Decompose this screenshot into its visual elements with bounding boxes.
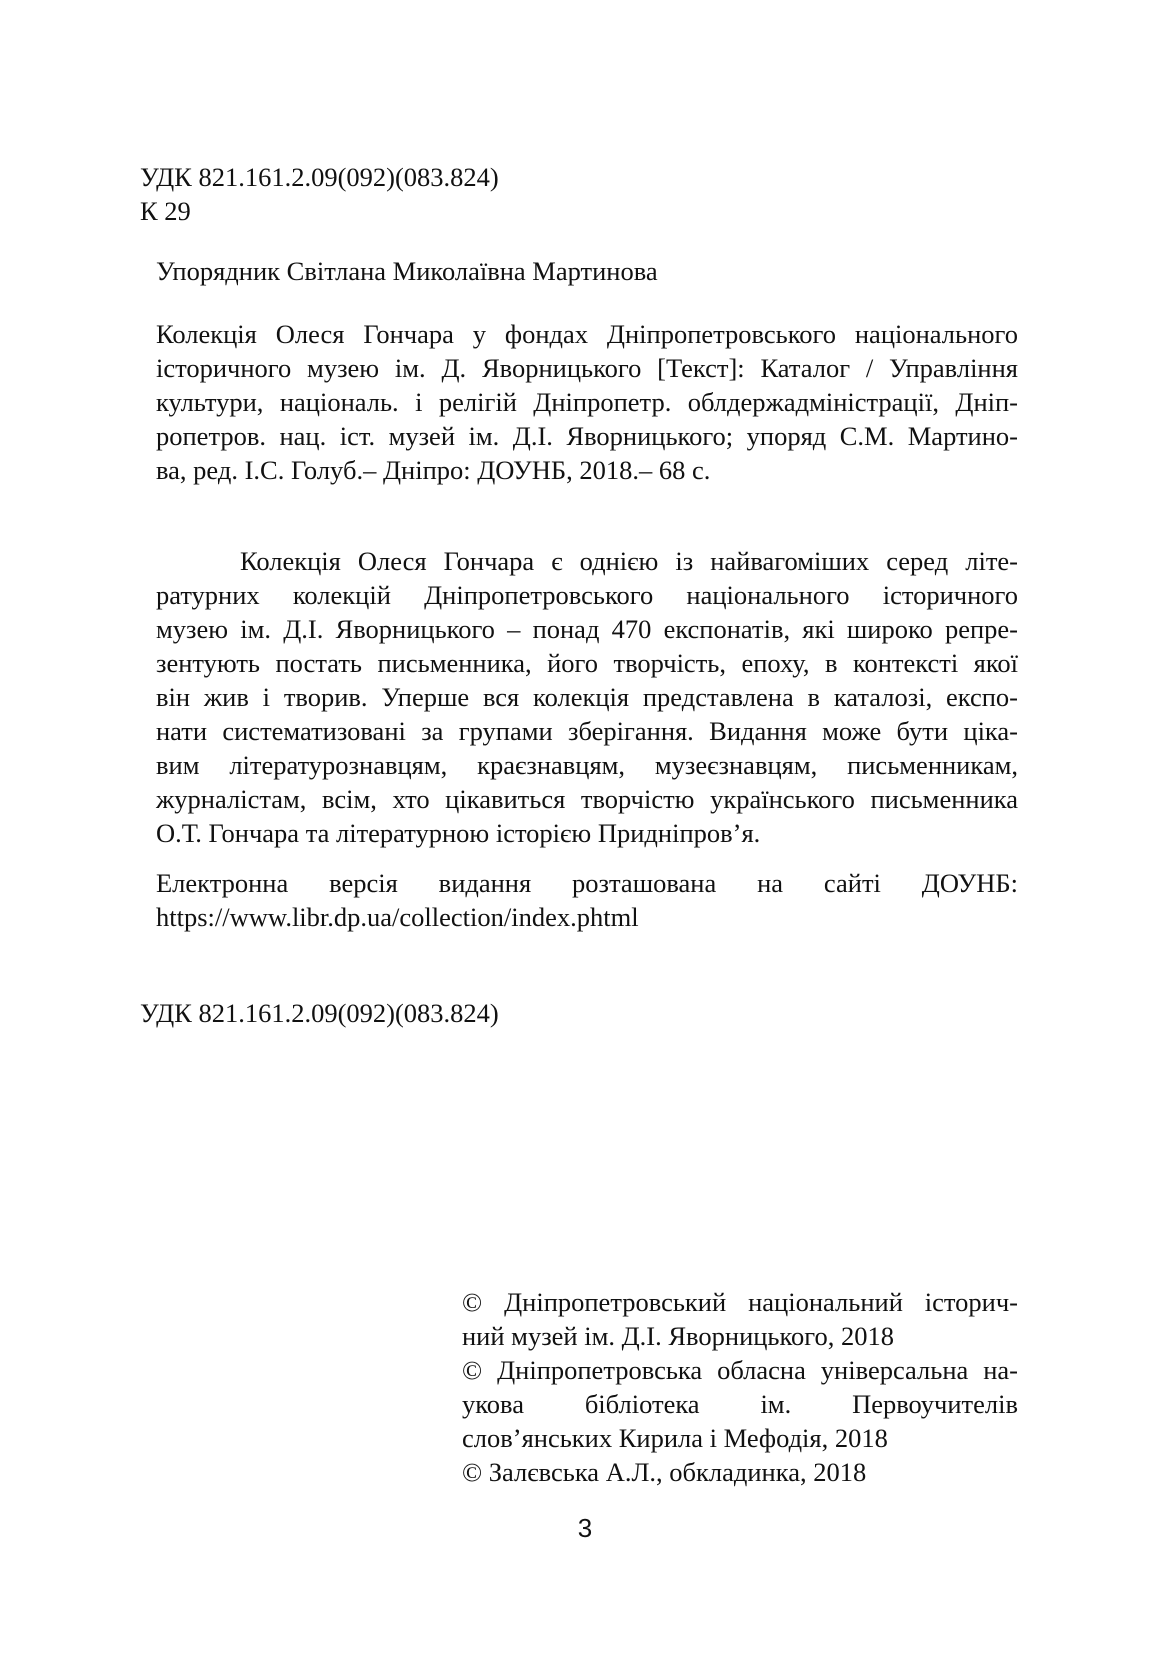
copyright-block bbox=[462, 1285, 1018, 1489]
electronic-version-note bbox=[156, 866, 1018, 934]
bibliographic-line: Колекція Олеся Гончара у фондах Дніпропетровського національного bbox=[156, 319, 1018, 349]
udk-block-top bbox=[140, 160, 499, 228]
abstract-line: ратурних колекцій Дніпропетровського національного історичного bbox=[156, 580, 1018, 610]
abstract-line: зентують постать письменника, його творчість, епоху, в контексті якої bbox=[156, 648, 1018, 678]
copyright-line: укова бібліотека ім. Первоучителів bbox=[462, 1389, 1018, 1419]
electronic-version-url[interactable]: https://www.libr.dp.ua/collection/index.phtml bbox=[156, 902, 639, 932]
abstract-line: він жив і творив. Уперше вся колекція представлена в каталозі, експо- bbox=[156, 682, 1018, 712]
abstract-line: музею ім. Д.І. Яворницького – понад 470 експонатів, які широко репре- bbox=[156, 614, 1018, 644]
abstract-line: журналістам, всім, хто цікавиться творчістю українського письменника bbox=[156, 784, 1018, 814]
abstract-paragraph bbox=[156, 544, 1018, 850]
udk-code-top: УДК 821.161.2.09(092)(083.824) bbox=[140, 162, 499, 192]
page-number: 3 bbox=[577, 1513, 593, 1543]
bibliographic-line: ропетров. нац. іст. музей ім. Д.І. Яворницького; упоряд С.М. Мартино- bbox=[156, 421, 1018, 451]
abstract-line: вим літературознавцям, краєзнавцям, музеєзнавцям, письменникам, bbox=[156, 750, 1018, 780]
compiler-line: Упорядник Світлана Миколаївна Мартинова bbox=[156, 256, 658, 286]
udk-code-bottom: УДК 821.161.2.09(092)(083.824) bbox=[140, 998, 499, 1028]
copyright-line: © Дніпропетровська обласна універсальна на- bbox=[462, 1355, 1018, 1385]
bibliographic-record bbox=[156, 317, 1018, 487]
copyright-line: ний музей ім. Д.І. Яворницького, 2018 bbox=[462, 1321, 895, 1351]
copyright-line: © Залєвська А.Л., обкладинка, 2018 bbox=[462, 1457, 867, 1487]
bibliographic-line: ва, ред. І.С. Голуб.– Дніпро: ДОУНБ, 2018.– 68 с. bbox=[156, 455, 711, 485]
copyright-line: слов’янських Кирила і Мефодія, 2018 bbox=[462, 1423, 888, 1453]
abstract-line: нати систематизовані за групами зберігання. Видання може бути ціка- bbox=[156, 716, 1018, 746]
abstract-line: Колекція Олеся Гончара є однією із найвагоміших серед літе- bbox=[240, 546, 1018, 576]
abstract-line: О.Т. Гончара та літературною історією Придніпров’я. bbox=[156, 818, 761, 848]
electronic-version-text: Електронна версія видання розташована на сайті ДОУНБ: bbox=[156, 868, 1018, 898]
copyright-line: © Дніпропетровський національний історич- bbox=[462, 1287, 1018, 1317]
bibliographic-line: історичного музею ім. Д. Яворницького [Текст]: Каталог / Управління bbox=[156, 353, 1018, 383]
author-mark: К 29 bbox=[140, 196, 191, 226]
bibliographic-line: культури, національ. і релігій Дніпропетр. облдержадміністрації, Дніп- bbox=[156, 387, 1018, 417]
